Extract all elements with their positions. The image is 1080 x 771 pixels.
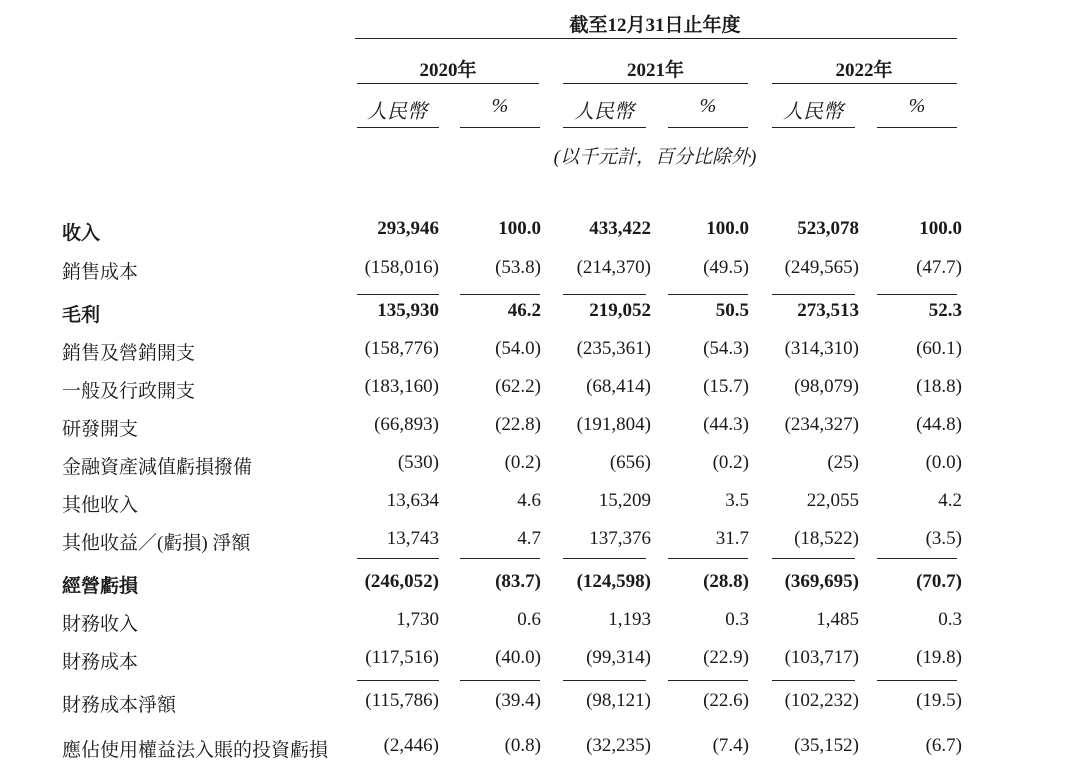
amount-cell: 219,052 [589,300,651,321]
amount-cell: 1,485 [816,609,859,630]
subtotal-rule [772,294,855,295]
subtotal-rule [668,294,748,295]
subtotal-rule [357,680,439,681]
sub-header-percent: % [908,95,926,117]
sub-header-percent: % [491,95,509,117]
percent-cell: 4.6 [517,490,541,511]
amount-cell: 1,193 [608,609,651,630]
percent-cell: (44.8) [916,414,962,435]
subtotal-rule [877,680,957,681]
amount-cell: 273,513 [797,300,859,321]
percent-cell: (0.2) [712,452,749,473]
percent-cell: 50.5 [715,300,749,321]
percent-cell: (49.5) [703,257,749,278]
amount-cell: (25) [827,452,859,473]
percent-cell: (60.1) [916,338,962,359]
period-header: 截至12月31日止年度 [569,15,741,36]
subtotal-rule [877,558,957,559]
year-underline [563,83,748,84]
percent-cell: (7.4) [712,735,749,756]
percent-cell: 100.0 [498,218,541,239]
row-label: 其他收益／(虧損) 淨額 [62,533,251,554]
percent-cell: (44.3) [703,414,749,435]
amount-cell: (35,152) [794,735,859,756]
percent-cell: (83.7) [495,571,541,592]
amount-cell: (158,776) [364,338,439,359]
amount-cell: 135,930 [377,300,439,321]
amount-cell: (314,310) [784,338,859,359]
percent-cell: (22.6) [703,690,749,711]
percent-cell: (40.0) [495,647,541,668]
row-label: 銷售及營銷開支 [62,343,196,364]
amount-cell: (103,717) [784,647,859,668]
amount-cell: 523,078 [797,218,859,239]
amount-cell: (234,327) [784,414,859,435]
amount-cell: (656) [609,452,651,473]
amount-cell: (124,598) [576,571,651,592]
percent-cell: (28.8) [703,571,749,592]
amount-cell: (66,893) [374,414,439,435]
subtotal-rule [563,680,646,681]
amount-cell: (68,414) [586,376,651,397]
sub-underline [357,127,439,128]
amount-cell: (102,232) [784,690,859,711]
amount-cell: (18,522) [794,528,859,549]
row-label: 研發開支 [62,419,139,440]
percent-cell: (53.8) [495,257,541,278]
row-label: 一般及行政開支 [62,381,196,402]
percent-cell: 31.7 [715,528,749,549]
percent-cell: (0.2) [504,452,541,473]
amount-cell: 15,209 [598,490,651,511]
sub-underline [460,127,540,128]
amount-cell: (98,079) [794,376,859,397]
percent-cell: (39.4) [495,690,541,711]
percent-cell: (22.8) [495,414,541,435]
percent-cell: (70.7) [916,571,962,592]
subtotal-rule [460,294,540,295]
sub-header-rmb: 人民幣 [367,101,427,123]
percent-cell: (0.8) [504,735,541,756]
subtotal-rule [668,680,748,681]
amount-cell: (214,370) [576,257,651,278]
year-2021-header: 2021年 [626,60,684,81]
percent-cell: (18.8) [916,376,962,397]
percent-cell: 4.7 [517,528,541,549]
amount-cell: (183,160) [364,376,439,397]
row-label: 金融資產減值虧損撥備 [62,457,253,478]
amount-cell: (99,314) [586,647,651,668]
year-underline [772,83,957,84]
subtotal-rule [563,294,646,295]
percent-cell: 0.3 [725,609,749,630]
amount-cell: 433,422 [589,218,651,239]
percent-cell: 46.2 [507,300,541,321]
subtotal-rule [357,294,439,295]
sub-underline [877,127,957,128]
percent-cell: (19.5) [916,690,962,711]
subtotal-rule [460,680,540,681]
sub-underline [668,127,748,128]
row-label: 財務收入 [62,614,139,635]
amount-cell: (98,121) [586,690,651,711]
amount-cell: (235,361) [576,338,651,359]
percent-cell: 100.0 [919,218,962,239]
subtotal-rule [357,558,439,559]
unit-note: (以千元計，百分比除外) [553,147,757,168]
percent-cell: 52.3 [928,300,962,321]
subtotal-rule [460,558,540,559]
year-underline [357,83,539,84]
period-underline [355,38,957,39]
percent-cell: (19.8) [916,647,962,668]
row-label: 其他收入 [62,495,139,516]
row-label: 經營虧損 [62,576,139,597]
subtotal-rule [772,680,855,681]
year-2022-header: 2022年 [835,60,893,81]
percent-cell: 4.2 [938,490,962,511]
percent-cell: (54.0) [495,338,541,359]
percent-cell: (47.7) [916,257,962,278]
year-2020-header: 2020年 [419,60,477,81]
subtotal-rule [668,558,748,559]
amount-cell: (369,695) [784,571,859,592]
percent-cell: 3.5 [725,490,749,511]
row-label: 應佔使用權益法入賬的投資虧損 [62,740,329,761]
amount-cell: (117,516) [365,647,439,668]
amount-cell: (115,786) [365,690,439,711]
amount-cell: (530) [397,452,439,473]
row-label: 毛利 [62,305,101,326]
subtotal-rule [772,558,855,559]
percent-cell: (62.2) [495,376,541,397]
percent-cell: (0.0) [925,452,962,473]
sub-header-rmb: 人民幣 [783,101,843,123]
percent-cell: (54.3) [703,338,749,359]
sub-header-rmb: 人民幣 [574,101,634,123]
amount-cell: 137,376 [589,528,651,549]
sub-underline [563,127,646,128]
percent-cell: 0.6 [517,609,541,630]
amount-cell: (158,016) [364,257,439,278]
amount-cell: (246,052) [364,571,439,592]
percent-cell: 100.0 [706,218,749,239]
amount-cell: (32,235) [586,735,651,756]
row-label: 財務成本淨額 [62,695,177,716]
percent-cell: (6.7) [925,735,962,756]
row-label: 收入 [62,223,101,244]
amount-cell: 293,946 [377,218,439,239]
amount-cell: (191,804) [576,414,651,435]
percent-cell: (22.9) [703,647,749,668]
percent-cell: (15.7) [703,376,749,397]
percent-cell: (3.5) [925,528,962,549]
percent-cell: 0.3 [938,609,962,630]
amount-cell: 22,055 [806,490,859,511]
sub-underline [772,127,855,128]
amount-cell: 13,634 [386,490,439,511]
subtotal-rule [877,294,957,295]
amount-cell: (249,565) [784,257,859,278]
amount-cell: (2,446) [383,735,439,756]
row-label: 財務成本 [62,652,139,673]
row-label: 銷售成本 [62,262,139,283]
sub-header-percent: % [699,95,717,117]
amount-cell: 1,730 [396,609,439,630]
subtotal-rule [563,558,646,559]
amount-cell: 13,743 [386,528,439,549]
